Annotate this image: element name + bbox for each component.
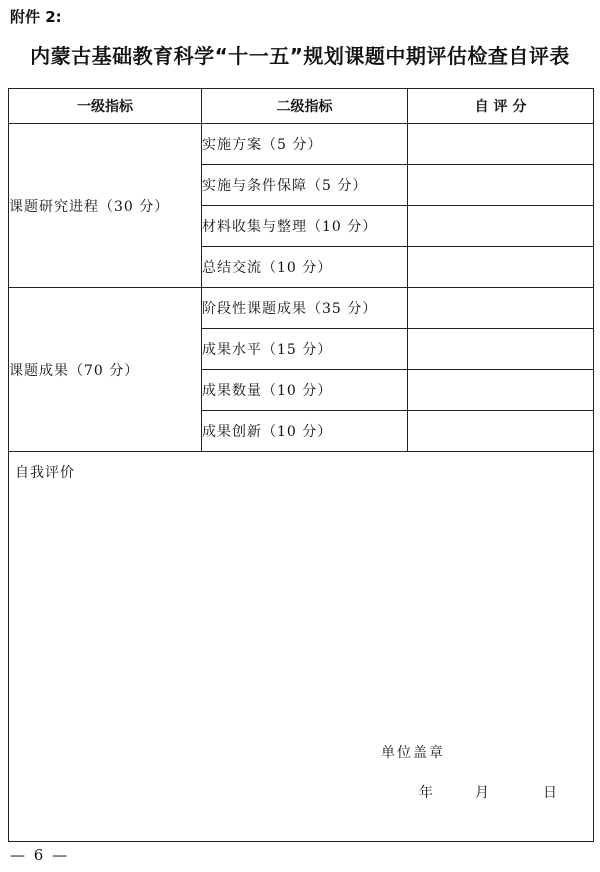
score-cell[interactable] <box>408 124 594 165</box>
level2-cell: 总结交流（10 分） <box>202 247 408 288</box>
header-level2: 二级指标 <box>202 89 408 124</box>
page-title: 内蒙古基础教育科学“十一五”规划课题中期评估检查自评表 <box>30 44 570 68</box>
score-cell[interactable] <box>408 165 594 206</box>
attachment-label: 附件 2: <box>10 8 62 26</box>
evaluation-table <box>8 88 594 842</box>
header-level1: 一级指标 <box>9 89 202 124</box>
level2-cell: 成果水平（15 分） <box>202 329 408 370</box>
level2-cell: 成果创新（10 分） <box>202 411 408 452</box>
level1-research-progress: 课题研究进程（30 分） <box>9 124 202 288</box>
score-cell[interactable] <box>408 370 594 411</box>
table-header-row <box>9 89 594 124</box>
self-evaluation-row <box>9 452 594 842</box>
level2-cell: 阶段性课题成果（35 分） <box>202 288 408 329</box>
table-row <box>9 288 594 329</box>
header-self-score: 自 评 分 <box>408 89 594 124</box>
self-evaluation-label: 自我评价 <box>15 465 75 481</box>
month-label: 月 <box>475 785 489 801</box>
level1-research-results: 课题成果（70 分） <box>9 288 202 452</box>
day-label: 日 <box>543 785 557 801</box>
level2-cell: 材料收集与整理（10 分） <box>202 206 408 247</box>
level2-cell: 成果数量（10 分） <box>202 370 408 411</box>
level2-cell: 实施方案（5 分） <box>202 124 408 165</box>
page-number: — 6 — <box>10 846 70 864</box>
score-cell[interactable] <box>408 288 594 329</box>
score-cell[interactable] <box>408 329 594 370</box>
level2-cell: 实施与条件保障（5 分） <box>202 165 408 206</box>
year-label: 年 <box>419 785 433 801</box>
self-evaluation-area[interactable] <box>9 452 594 842</box>
score-cell[interactable] <box>408 206 594 247</box>
table-row <box>9 124 594 165</box>
score-cell[interactable] <box>408 247 594 288</box>
score-cell[interactable] <box>408 411 594 452</box>
unit-seal-label: 单位盖章 <box>381 745 445 761</box>
